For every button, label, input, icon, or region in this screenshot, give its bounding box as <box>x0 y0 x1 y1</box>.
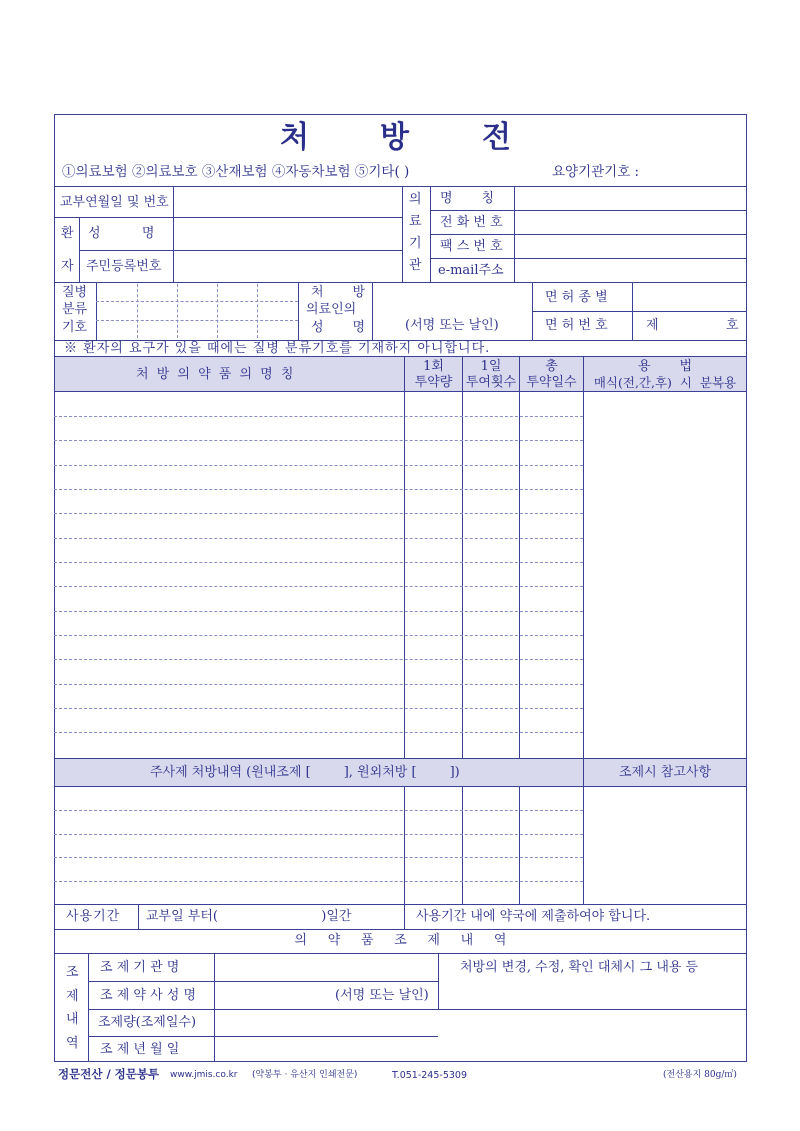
days-header-1: 총 <box>545 359 558 374</box>
injection-note-header: 조제시 참고사항 <box>618 765 712 780</box>
dispensing-side-char-2: 제 <box>66 989 79 1004</box>
license-no-label: 면 허 번 호 <box>545 318 608 333</box>
freq-header-2: 투여횟수 <box>465 375 517 390</box>
patient-rrn-label: 주민등록번호 <box>86 259 162 274</box>
dispensing-side-char-3: 내 <box>66 1012 79 1027</box>
license-type-field[interactable] <box>634 283 746 310</box>
dispensing-header: 의 약 품 조 제 내 역 <box>294 933 507 948</box>
institution-label-char-4: 관 <box>409 258 422 273</box>
institution-label-char-2: 료 <box>409 214 422 229</box>
injection-header: 주사제 처방내역 (원내조제 [ ], 원외처방 [ ]) <box>150 765 460 780</box>
dispensing-institution-label: 조 제 기 관 명 <box>100 960 180 975</box>
disease-code-label-3: 기호 <box>62 320 88 335</box>
prescriber-signature-hint: (서명 또는 날인) <box>405 318 499 333</box>
footer-paper: (전산용지 80g/㎡) <box>663 1070 737 1080</box>
drug-name-header: 처 방 의 약 품 의 명 칭 <box>136 367 296 382</box>
license-type-label: 면 허 종 별 <box>545 290 608 305</box>
institution-label-char-3: 기 <box>409 236 422 251</box>
footer-tel: T.051-245-5309 <box>392 1070 467 1081</box>
dispensing-change-field[interactable] <box>440 979 746 1008</box>
institution-phone-field[interactable] <box>516 211 746 233</box>
license-no-suffix: 호 <box>726 318 739 333</box>
prescriber-label-2: 의료인의 <box>306 302 357 317</box>
freq-header-1: 1일 <box>480 359 502 374</box>
institution-name-field[interactable] <box>516 187 746 209</box>
injection-rows[interactable] <box>55 787 582 903</box>
validity-notice: 사용기간 내에 약국에 제출하여야 합니다. <box>416 909 651 924</box>
validity-label: 사용기간 <box>66 909 121 924</box>
usage-header-top: 용 법 <box>637 359 693 374</box>
issue-date-field[interactable] <box>175 188 400 216</box>
institution-email-label: e-mail주소 <box>438 263 504 278</box>
footer-desc: (약봉투 · 유산지 인쇄전문) <box>252 1070 358 1080</box>
prescriber-label-3: 성 명 <box>311 320 366 335</box>
prescriber-label-1: 처 방 <box>311 285 366 300</box>
disease-code-field[interactable] <box>97 283 297 339</box>
dose-header-1: 1회 <box>423 359 444 374</box>
form-title-char-3: 전 <box>482 120 511 155</box>
patient-name-field[interactable] <box>175 219 400 249</box>
form-title-char-1: 처 <box>280 120 309 155</box>
patient-rrn-field[interactable] <box>175 252 400 281</box>
license-no-field[interactable] <box>658 313 724 339</box>
dispensing-change-notice: 처방의 변경, 수정, 확인 대체시 그 내용 등 <box>460 960 699 975</box>
institution-fax-label: 팩 스 번 호 <box>440 239 503 254</box>
institution-fax-field[interactable] <box>516 235 746 257</box>
institution-phone-label: 전 화 번 호 <box>440 215 503 230</box>
form-title-char-2: 방 <box>380 120 409 155</box>
institution-code-label: 요양기관기호 : <box>552 164 640 180</box>
issue-date-label: 교부연월일 및 번호 <box>60 195 169 210</box>
dispensing-pharmacist-label: 조 제 약 사 성 명 <box>100 988 197 1003</box>
institution-label-char-1: 의 <box>409 192 422 207</box>
dispensing-note-field[interactable] <box>585 787 745 903</box>
insurance-types[interactable]: ①의료보험 ②의료보호 ③산재보험 ④자동차보험 ⑤기타( ) <box>62 164 410 180</box>
dispensing-quantity-label: 조제량(조제일수) <box>98 1015 197 1030</box>
usage-header-bottom: 매식(전,간,후) 시 분복용 <box>593 375 737 390</box>
footer-web[interactable]: www.jmis.co.kr <box>170 1070 238 1080</box>
dispensing-signature-hint: (서명 또는 날인) <box>335 988 429 1003</box>
dispensing-date-field[interactable] <box>216 1038 436 1061</box>
drug-rows[interactable] <box>55 392 582 757</box>
dispensing-quantity-field[interactable] <box>216 1011 436 1035</box>
dispensing-date-label: 조 제 년 월 일 <box>100 1042 180 1057</box>
patient-name-label: 성 명 <box>88 226 155 241</box>
validity-range[interactable]: 교부일 부터( )일간 <box>146 909 352 924</box>
dispensing-institution-field[interactable] <box>216 955 436 980</box>
patient-label-char-1: 환 <box>61 226 74 241</box>
disease-code-label-1: 질병 <box>62 285 88 300</box>
institution-email-field[interactable] <box>516 259 746 281</box>
dose-header-2: 투약량 <box>414 375 453 390</box>
institution-name-label: 명 칭 <box>440 191 495 206</box>
dispensing-side-char-4: 역 <box>66 1036 79 1051</box>
disease-code-label-2: 분류 <box>62 302 88 317</box>
days-header-2: 투약일수 <box>526 375 577 390</box>
dispensing-side-char-1: 조 <box>66 965 79 980</box>
usage-field[interactable] <box>585 392 745 757</box>
patient-label-char-2: 자 <box>61 259 74 274</box>
footer-brand: 정문전산 / 정문봉투 <box>58 1067 160 1081</box>
disease-code-notice: ※ 환자의 요구가 있을 때에는 질병 분류기호를 기재하지 아니합니다. <box>64 341 491 356</box>
license-no-prefix: 제 <box>646 318 659 333</box>
